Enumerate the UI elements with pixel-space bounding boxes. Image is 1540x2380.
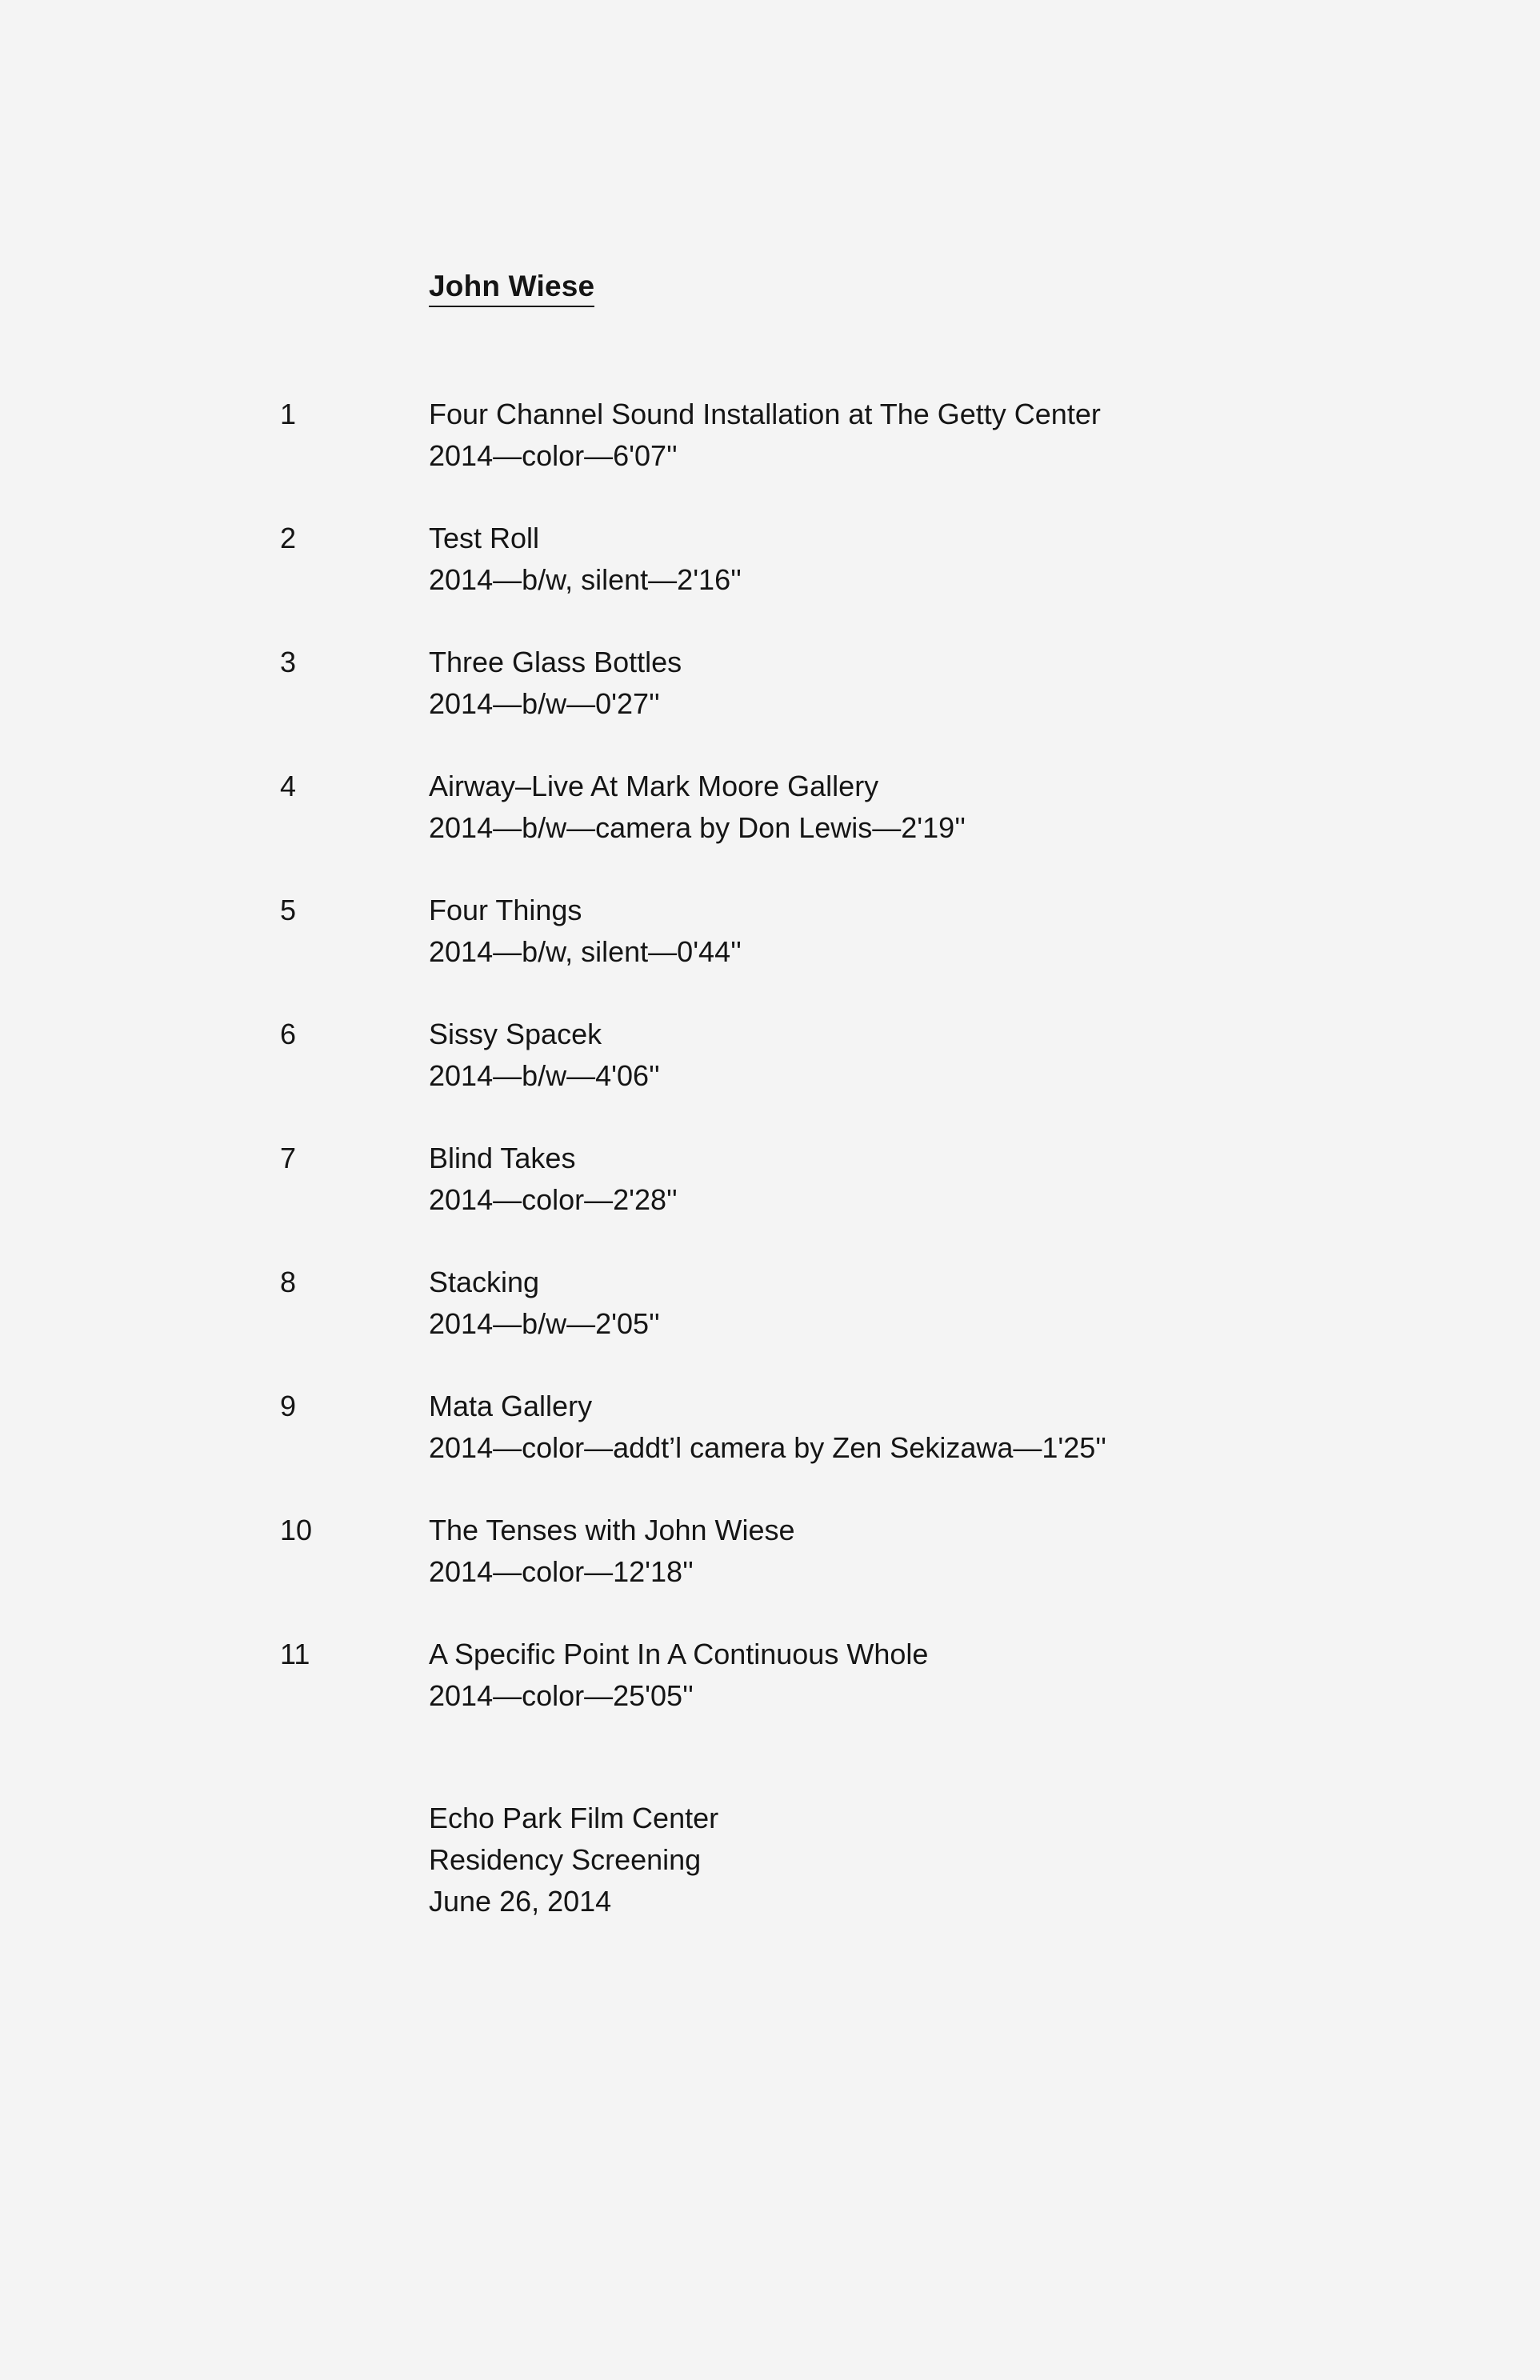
entry-title: Sissy Spacek	[429, 1018, 602, 1050]
entry-details: 2014—color—2'28''	[429, 1183, 678, 1216]
venue-name: Echo Park Film Center	[429, 1802, 719, 1834]
list-item	[280, 1138, 1480, 1262]
entry-number: 10	[280, 1514, 313, 1546]
entry-title: Stacking	[429, 1266, 540, 1298]
entry-title: Three Glass Bottles	[429, 646, 682, 678]
list-item	[280, 1262, 1480, 1386]
entry-number: 11	[280, 1638, 310, 1670]
event-name: Residency Screening	[429, 1843, 702, 1876]
entry-number: 7	[280, 1142, 297, 1174]
entry-details: 2014—color—addt’l camera by Zen Sekizawa—1'25''	[429, 1431, 1107, 1464]
entry-details: 2014—b/w, silent—2'16''	[429, 563, 742, 596]
list-item	[280, 766, 1480, 890]
entry-number: 3	[280, 646, 297, 678]
entry-details: 2014—b/w—camera by Don Lewis—2'19''	[429, 811, 966, 844]
screening-list	[280, 394, 1480, 1758]
entry-title: Mata Gallery	[429, 1390, 593, 1422]
entry-number: 8	[280, 1266, 297, 1298]
list-item	[280, 1386, 1480, 1510]
entry-details: 2014—color—6'07''	[429, 439, 678, 472]
entry-title: Four Things	[429, 894, 582, 926]
event-date: June 26, 2014	[429, 1885, 612, 1918]
entry-title: Test Roll	[429, 522, 540, 554]
entry-details: 2014—b/w, silent—0'44''	[429, 935, 742, 968]
list-item	[280, 394, 1480, 518]
entry-title: Blind Takes	[429, 1142, 576, 1174]
entry-number: 1	[280, 398, 297, 430]
entry-details: 2014—b/w—2'05''	[429, 1307, 660, 1340]
entry-details: 2014—color—12'18''	[429, 1555, 694, 1588]
entry-number: 2	[280, 522, 297, 554]
list-item	[280, 642, 1480, 766]
list-item	[280, 1510, 1480, 1634]
entry-number: 4	[280, 770, 297, 802]
entry-number: 6	[280, 1018, 297, 1050]
entry-title: A Specific Point In A Continuous Whole	[429, 1638, 929, 1670]
list-item	[280, 518, 1480, 642]
entry-details: 2014—b/w—0'27''	[429, 687, 660, 720]
entry-title: Airway–Live At Mark Moore Gallery	[429, 770, 879, 802]
entry-number: 5	[280, 894, 297, 926]
entry-number: 9	[280, 1390, 297, 1422]
list-item	[280, 1634, 1480, 1758]
entry-title: The Tenses with John Wiese	[429, 1514, 795, 1546]
event-info	[429, 1798, 718, 1922]
list-item	[280, 1014, 1480, 1138]
entry-details: 2014—color—25'05''	[429, 1679, 694, 1712]
list-item	[280, 890, 1480, 1014]
entry-details: 2014—b/w—4'06''	[429, 1059, 660, 1092]
entry-title: Four Channel Sound Installation at The Getty Center	[429, 398, 1101, 430]
page-title: John Wiese	[429, 269, 594, 307]
